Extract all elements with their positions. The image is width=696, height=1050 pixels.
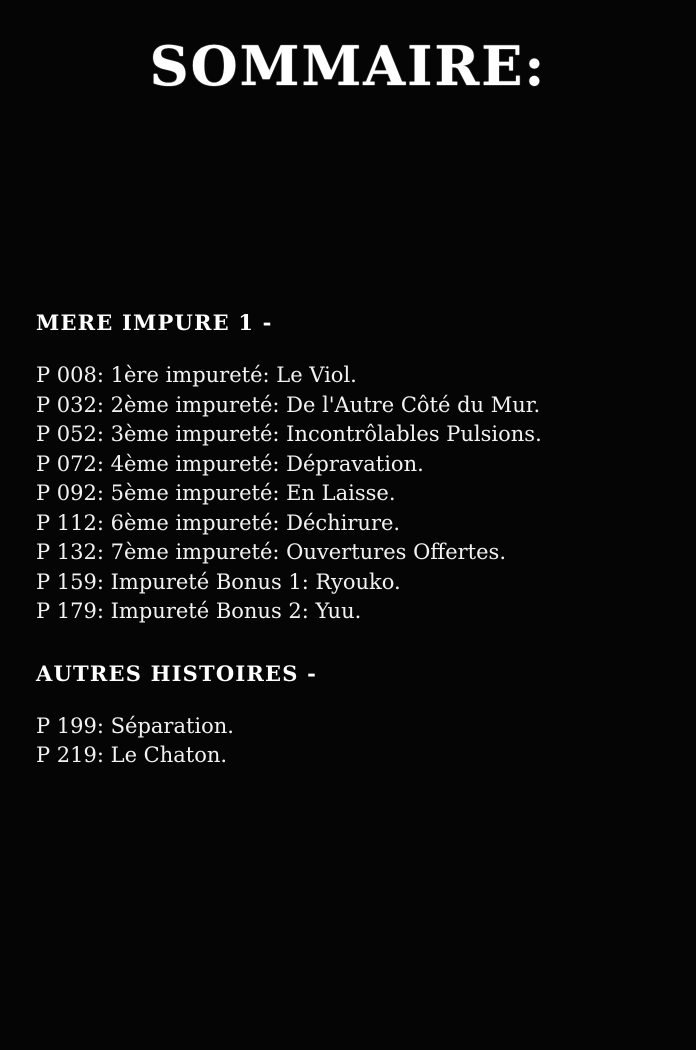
list-item: P 159: Impureté Bonus 1: Ryouko. (36, 569, 401, 594)
entry-list-mere-impure (36, 361, 676, 627)
contents-body (36, 310, 676, 771)
entry-list-autres-histoires (36, 712, 676, 771)
section-heading-mere-impure: MERE IMPURE 1 - (36, 310, 273, 335)
list-item: P 179: Impureté Bonus 2: Yuu. (36, 599, 362, 623)
list-item: P 092: 5ème impureté: En Laisse. (36, 481, 396, 505)
section-heading-autres-histoires: AUTRES HISTOIRES - (36, 660, 317, 686)
list-item: P 112: 6ème impureté: Déchirure. (36, 510, 401, 535)
list-item: P 199: Séparation. (36, 713, 234, 738)
list-item: P 072: 4ème impureté: Dépravation. (36, 451, 424, 476)
list-item: P 132: 7ème impureté: Ouvertures Offertes. (36, 540, 506, 564)
section-divider-spacer (36, 627, 676, 661)
list-item: P 008: 1ère impureté: Le Viol. (36, 363, 357, 387)
list-item: P 032: 2ème impureté: De l'Autre Côté du Mur. (36, 392, 541, 417)
list-item: P 219: Le Chaton. (36, 743, 228, 767)
list-item: P 052: 3ème impureté: Incontrôlables Pulsions. (36, 422, 542, 446)
page-title: SOMMAIRE: (149, 34, 547, 98)
